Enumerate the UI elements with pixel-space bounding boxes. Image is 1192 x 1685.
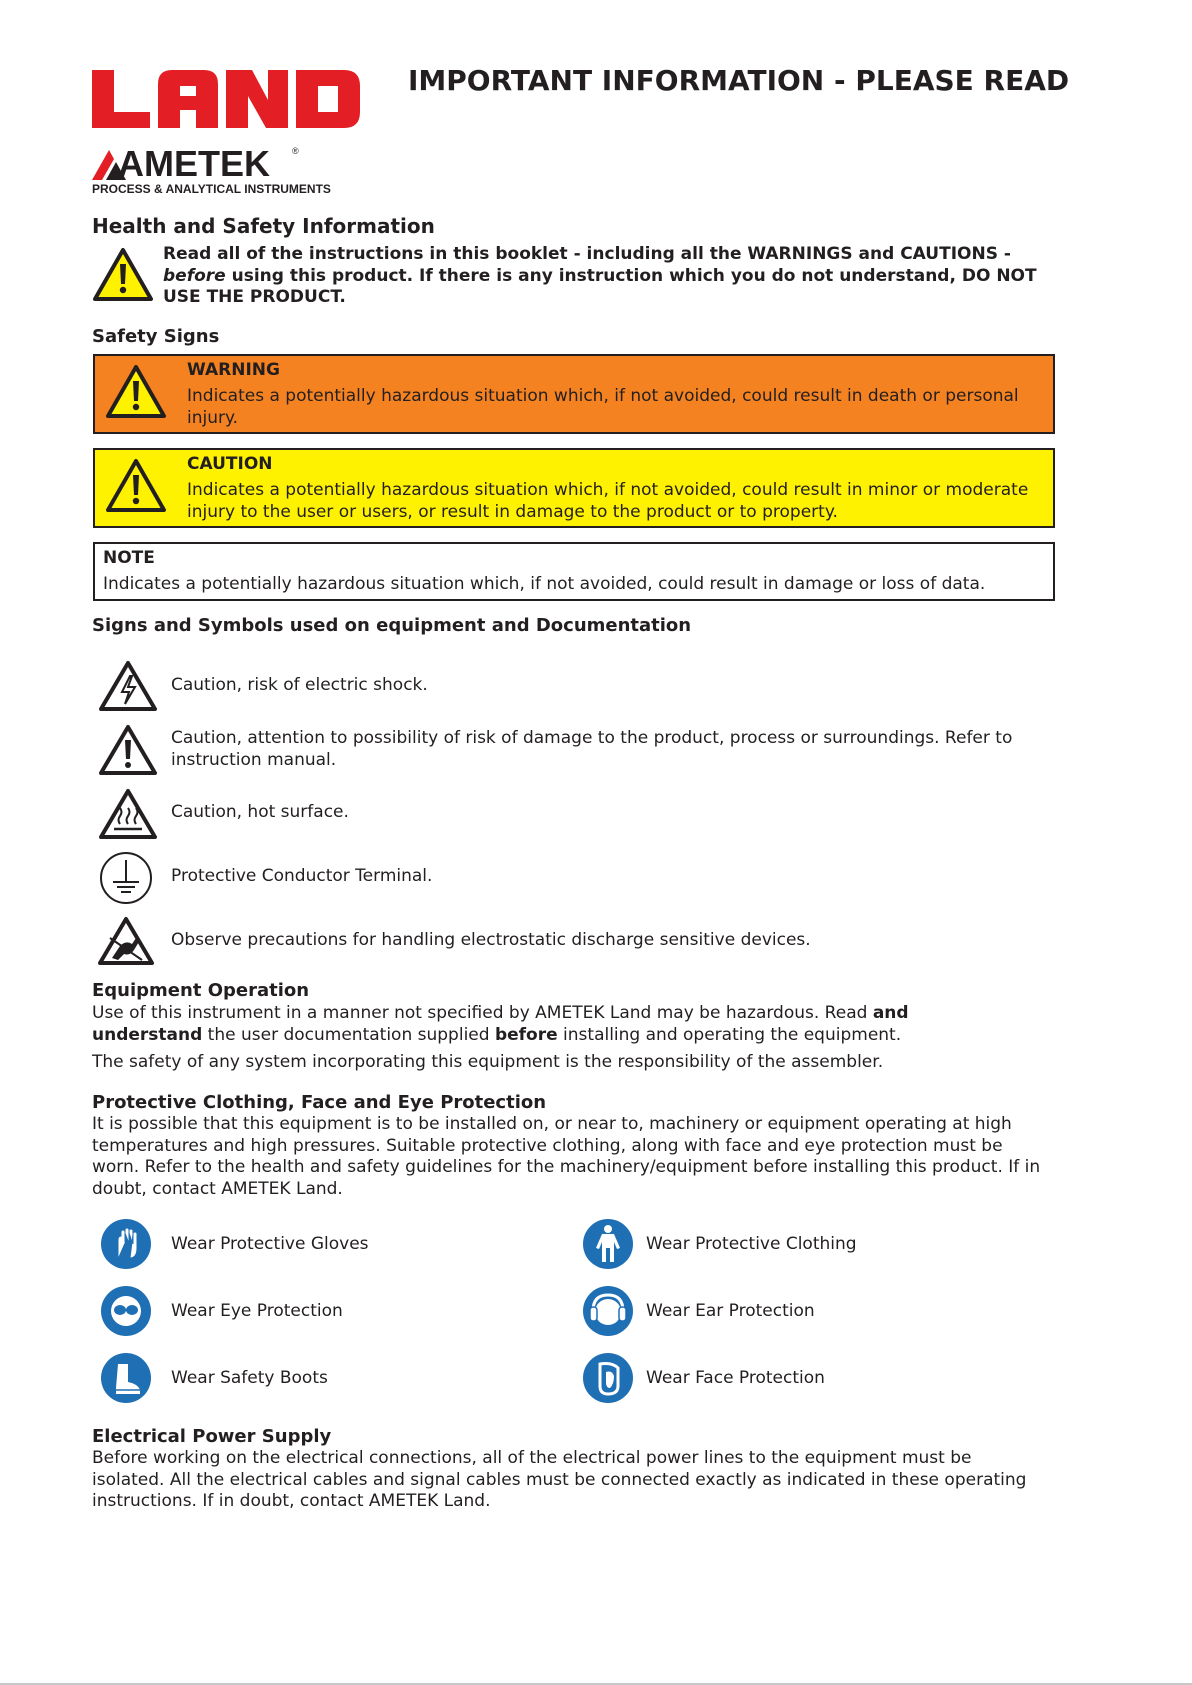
warning-icon bbox=[105, 364, 167, 419]
caution-icon bbox=[105, 458, 167, 513]
ppe-label-eye: Wear Eye Protection bbox=[171, 1301, 343, 1321]
warning-title: WARNING bbox=[187, 360, 280, 380]
land-ametek-logo bbox=[92, 70, 362, 198]
warning-box bbox=[93, 354, 1055, 434]
land-wordmark bbox=[92, 70, 362, 132]
symbol-text-damage-risk: Caution, attention to possibility of risk of damage to the product, process or surroundings. Refer to instruction manual. bbox=[171, 728, 1013, 770]
electric-shock-icon bbox=[98, 660, 158, 712]
registered-mark: ® bbox=[292, 146, 299, 156]
ppe-label-boots: Wear Safety Boots bbox=[171, 1368, 328, 1388]
caution-title: CAUTION bbox=[187, 454, 273, 474]
eye-protection-icon bbox=[100, 1285, 152, 1337]
symbol-text-hot-surface: Caution, hot surface. bbox=[171, 802, 349, 822]
ppe-label-ear: Wear Ear Protection bbox=[646, 1301, 815, 1321]
note-box bbox=[93, 542, 1055, 601]
protective-clothing-heading: Protective Clothing, Face and Eye Protection bbox=[92, 1092, 547, 1113]
ppe-label-clothing: Wear Protective Clothing bbox=[646, 1234, 857, 1254]
logo-subtitle: PROCESS & ANALYTICAL INSTRUMENTS bbox=[92, 182, 331, 196]
symbol-text-esd: Observe precautions for handling electrostatic discharge sensitive devices. bbox=[171, 930, 811, 950]
health-intro-text: Read all of the instructions in this booklet - including all the WARNINGS and CAUTIONS - before using this product. If there is any instruction which you do not understand, DO NOT USE THE PRODUCT. bbox=[163, 244, 1037, 307]
caution-body: Indicates a potentially hazardous situation which, if not avoided, could result in minor or moderate injury to the user or users, or result in damage to the product or to property. bbox=[187, 480, 1029, 522]
warning-body: Indicates a potentially hazardous situation which, if not avoided, could result in death or personal injury. bbox=[187, 386, 1019, 428]
safety-signs-heading: Safety Signs bbox=[92, 326, 220, 347]
caution-box bbox=[93, 448, 1055, 528]
hot-surface-icon bbox=[98, 788, 158, 840]
note-title: NOTE bbox=[103, 548, 155, 568]
safety-boots-icon bbox=[100, 1352, 152, 1404]
protective-clothing-paragraph: It is possible that this equipment is to be installed on, or near to, machinery or equipment operating at high temperatures and high pressures. Suitable protective clothing, along with face and eye protection must be worn. Refer to the health and safety guidelines for the machinery/equipment before installing this product. If in doubt, contact AMETEK Land. bbox=[92, 1114, 1041, 1199]
equipment-operation-paragraph-2: The safety of any system incorporating this equipment is the responsibility of the assembler. bbox=[92, 1052, 884, 1072]
ppe-label-gloves: Wear Protective Gloves bbox=[171, 1234, 369, 1254]
equipment-operation-paragraph-1: Use of this instrument in a manner not specified by AMETEK Land may be hazardous. Read and understand the user documentation supplied before installing and operating the equipment. bbox=[92, 1003, 909, 1045]
symbol-text-protective-conductor: Protective Conductor Terminal. bbox=[171, 866, 433, 886]
ppe-label-face: Wear Face Protection bbox=[646, 1368, 825, 1388]
electrical-paragraph: Before working on the electrical connections, all of the electrical power lines to the equipment must be isolated. All the electrical cables and signal cables must be connected exactly as indicated in these operating instructions. If in doubt, contact AMETEK Land. bbox=[92, 1448, 1027, 1511]
protective-clothing-icon bbox=[582, 1218, 634, 1270]
gloves-icon bbox=[100, 1218, 152, 1270]
esd-icon bbox=[98, 916, 154, 966]
protective-earth-icon bbox=[98, 850, 154, 906]
health-safety-heading: Health and Safety Information bbox=[92, 214, 435, 238]
page-title: IMPORTANT INFORMATION - PLEASE READ bbox=[408, 64, 1070, 97]
symbols-heading: Signs and Symbols used on equipment and Documentation bbox=[92, 615, 692, 636]
equipment-operation-heading: Equipment Operation bbox=[92, 980, 310, 1001]
face-protection-icon bbox=[582, 1352, 634, 1404]
electrical-heading: Electrical Power Supply bbox=[92, 1426, 332, 1447]
ear-protection-icon bbox=[582, 1285, 634, 1337]
exclamation-warning-icon bbox=[98, 724, 158, 776]
note-body: Indicates a potentially hazardous situation which, if not avoided, could result in damage or loss of data. bbox=[103, 574, 986, 594]
ametek-text: AMETEK bbox=[118, 143, 270, 184]
warning-triangle-icon bbox=[92, 247, 154, 302]
symbol-text-electric-shock: Caution, risk of electric shock. bbox=[171, 675, 428, 695]
